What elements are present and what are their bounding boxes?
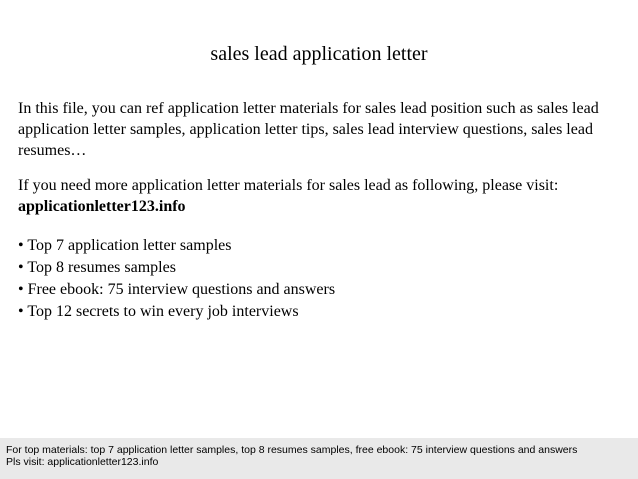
footer-line-2: Pls visit: applicationletter123.info — [6, 456, 159, 468]
page-title: sales lead application letter — [210, 43, 428, 65]
bullet-item: • Top 7 application letter samples — [18, 237, 232, 254]
site-link[interactable]: applicationletter123.info — [18, 198, 186, 215]
main-content — [18, 98, 628, 323]
bullet-item: • Top 12 secrets to win every job interviews — [18, 303, 299, 320]
footer-bar — [0, 438, 638, 479]
intro-paragraph: In this file, you can ref application letter materials for sales lead position such as sales lead application letter samples, application letter tips, sales lead interview questions, sales lead resumes… — [18, 100, 599, 159]
bullet-item: • Free ebook: 75 interview questions and answers — [18, 281, 336, 298]
bullet-list — [18, 235, 628, 323]
bullet-item: • Top 8 resumes samples — [18, 259, 176, 276]
footer-line-1: For top materials: top 7 application letter samples, top 8 resumes samples, free ebook: 75 interview questions and answers — [6, 444, 578, 456]
more-info-paragraph — [18, 175, 628, 217]
more-info-text: If you need more application letter materials for sales lead as following, please visit: — [18, 177, 559, 194]
